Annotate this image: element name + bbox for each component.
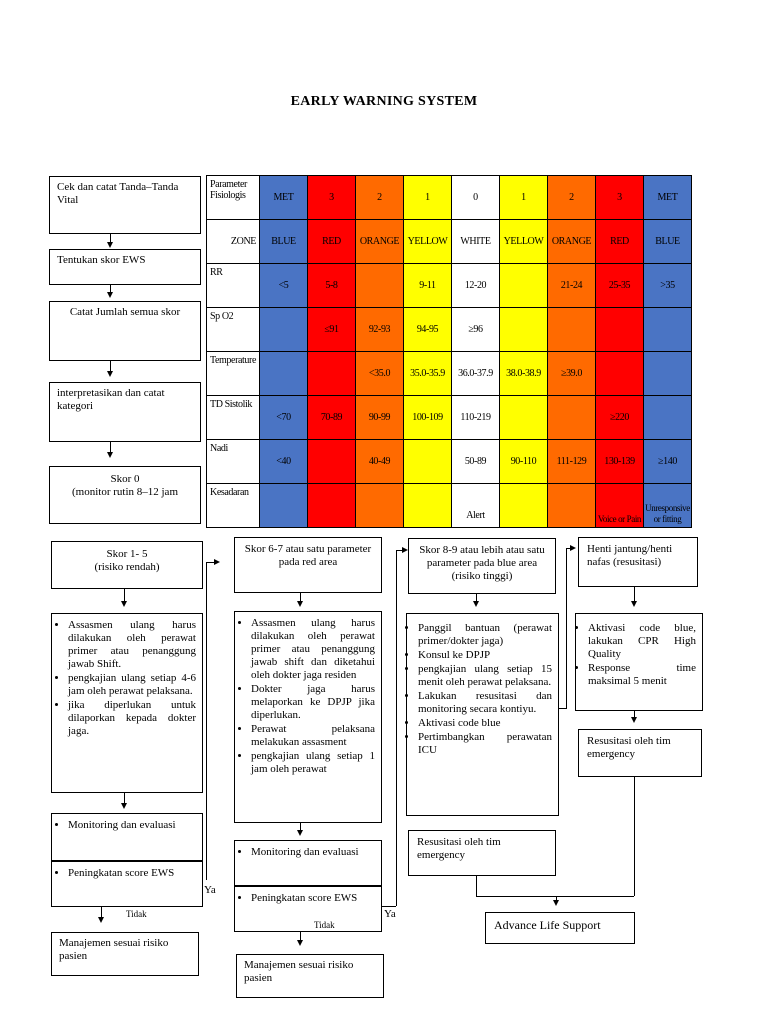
tidak-label: Tidak	[314, 920, 335, 930]
header-cell: 3	[307, 176, 355, 220]
list-item: • Konsul ke DPJP	[418, 649, 552, 662]
arrow-down-icon	[553, 900, 559, 906]
table-cell	[403, 484, 451, 528]
als-text: Advance Life Support	[494, 918, 601, 932]
table-cell	[355, 484, 403, 528]
list-item: • Pertimbangkan perawatan ICU	[418, 731, 552, 757]
arrow-down-icon	[473, 601, 479, 607]
zone-cell: ZONE	[207, 220, 260, 264]
table-cell	[547, 396, 595, 440]
col2-head-text: Skor 6-7 atau satu parameter pada red area	[244, 543, 372, 568]
table-cell: 70-89	[307, 396, 355, 440]
table-cell	[259, 352, 307, 396]
step-interpret	[49, 382, 201, 442]
arrow-down-icon	[297, 601, 303, 607]
tidak-label: Tidak	[126, 909, 147, 919]
table-cell: 111-129	[547, 440, 595, 484]
step-total-score	[49, 301, 201, 361]
zone-cell: YELLOW	[403, 220, 451, 264]
table-cell: ≥39.0	[547, 352, 595, 396]
zone-cell: YELLOW	[499, 220, 547, 264]
step-score-ews	[49, 249, 201, 285]
table-cell: 5-8	[307, 264, 355, 308]
col3-head	[408, 538, 556, 594]
table-cell: 9-11	[403, 264, 451, 308]
step-score-zero	[49, 466, 201, 524]
arrow-right-icon	[214, 559, 220, 565]
col2-manajemen	[236, 954, 384, 998]
arrow-down-icon	[631, 717, 637, 723]
list-item: • pengkajian ulang setiap 4-6 jam oleh perawat pelaksana.	[68, 672, 196, 698]
list-item: • Response time maksimal 5 menit	[588, 662, 696, 688]
table-cell: 50-89	[451, 440, 499, 484]
step-score-zero-line1: Skor 0	[110, 473, 140, 485]
connector	[206, 562, 207, 880]
col3-head-text: Skor 8-9 atau lebih atau satu parameter pada blue area (risiko tinggi)	[419, 544, 545, 582]
header-cell: MET	[643, 176, 691, 220]
param-label: Sp O2	[207, 308, 260, 352]
table-cell: 25-35	[595, 264, 643, 308]
list-item: • Monitoring dan evaluasi	[251, 846, 375, 859]
ya-label: Ya	[384, 908, 396, 920]
list-item: • Aktivasi code blue, lakukan CPR High Quality	[588, 622, 696, 661]
col1-monitoring	[51, 813, 203, 861]
table-cell	[643, 308, 691, 352]
list-item: • jika diperlukan untuk dilaporkan kepada dokter jaga.	[68, 699, 196, 738]
table-cell	[595, 308, 643, 352]
table-cell	[307, 440, 355, 484]
connector	[634, 777, 635, 896]
param-label: Nadi	[207, 440, 260, 484]
col1-bullets	[51, 613, 203, 793]
table-row-temperature	[207, 352, 692, 396]
list-item: • Peningkatan score EWS	[251, 892, 375, 905]
table-cell: 35.0-35.9	[403, 352, 451, 396]
table-cell	[499, 396, 547, 440]
step-score-zero-line2: (monitor rutin 8–12 jam	[71, 486, 178, 498]
zone-cell: RED	[595, 220, 643, 264]
col3-resusitasi	[408, 830, 556, 876]
list-item: • Assasmen ulang harus dilakukan oleh perawat primer atau penanggung jawab shift dan diketahui oleh dokter jaga residen	[251, 617, 375, 682]
table-cell	[547, 308, 595, 352]
col4-bullets	[575, 613, 703, 711]
arrow-down-icon	[107, 292, 113, 298]
table-row-nadi	[207, 440, 692, 484]
header-cell: 1	[403, 176, 451, 220]
connector	[476, 896, 634, 897]
list-item: • Aktivasi code blue	[418, 717, 552, 730]
list-item: • Assasmen ulang harus dilakukan oleh perawat primer atau penanggung jawab Shift.	[68, 619, 196, 671]
table-cell: <5	[259, 264, 307, 308]
ews-table	[206, 175, 692, 528]
table-cell	[499, 308, 547, 352]
arrow-down-icon	[107, 242, 113, 248]
zone-cell: RED	[307, 220, 355, 264]
header-cell: MET	[259, 176, 307, 220]
table-cell: ≤91	[307, 308, 355, 352]
list-item: • Peningkatan score EWS	[68, 867, 196, 880]
header-cell: 2	[355, 176, 403, 220]
param-label: Temperature	[207, 352, 260, 396]
list-item: • pengkajian ulang setiap 1 jam oleh perawat	[251, 750, 375, 776]
step-check-vitals-text: Cek dan catat Tanda–Tanda Vital	[57, 181, 179, 206]
col3-bullets	[406, 613, 559, 816]
col1-manajemen-text: Manajemen sesuai risiko pasien	[59, 937, 169, 962]
table-cell: ≥140	[643, 440, 691, 484]
param-label: TD Sistolik	[207, 396, 260, 440]
table-cell	[355, 264, 403, 308]
als-box	[485, 912, 635, 944]
step-check-vitals	[49, 176, 201, 234]
table-cell: 92-93	[355, 308, 403, 352]
table-cell: 40-49	[355, 440, 403, 484]
table-cell: 100-109	[403, 396, 451, 440]
col2-head	[234, 537, 382, 593]
table-cell	[595, 352, 643, 396]
list-item: • Panggil bantuan (perawat primer/dokter jaga)	[418, 622, 552, 648]
table-row-td-sistolik	[207, 396, 692, 440]
header-cell: 0	[451, 176, 499, 220]
list-item: • Perawat pelaksana melakukan assasment	[251, 723, 375, 749]
table-row-spo2	[207, 308, 692, 352]
col4-head-text: Henti jantung/henti nafas (resusitasi)	[587, 543, 673, 568]
col2-peningkatan	[234, 886, 382, 932]
table-cell: 130-139	[595, 440, 643, 484]
table-cell: 12-20	[451, 264, 499, 308]
col2-bullets	[234, 611, 382, 823]
arrow-down-icon	[121, 601, 127, 607]
table-cell	[643, 352, 691, 396]
table-cell	[259, 484, 307, 528]
table-cell	[643, 396, 691, 440]
table-cell: ≥96	[451, 308, 499, 352]
arrow-down-icon	[107, 371, 113, 377]
step-interpret-text: interpretasikan dan catat kategori	[57, 387, 165, 412]
col1-manajemen	[51, 932, 199, 976]
col2-monitoring	[234, 840, 382, 886]
zone-cell: ORANGE	[355, 220, 403, 264]
header-cell: 2	[547, 176, 595, 220]
col3-resusitasi-text: Resusitasi oleh tim emergency	[417, 836, 501, 861]
table-cell: <35.0	[355, 352, 403, 396]
col1-head	[51, 541, 203, 589]
table-cell: 38.0-38.9	[499, 352, 547, 396]
list-item: • Monitoring dan evaluasi	[68, 819, 196, 832]
table-cell: 90-99	[355, 396, 403, 440]
table-cell: ≥220	[595, 396, 643, 440]
col1-peningkatan	[51, 861, 203, 907]
page-title: EARLY WARNING SYSTEM	[290, 94, 478, 109]
table-cell: 94-95	[403, 308, 451, 352]
connector	[476, 876, 477, 896]
zone-cell: WHITE	[451, 220, 499, 264]
header-cell: 1	[499, 176, 547, 220]
col4-resusitasi	[578, 729, 702, 777]
param-label: RR	[207, 264, 260, 308]
list-item: • pengkajian ulang setiap 15 menit oleh perawat pelaksana.	[418, 663, 552, 689]
table-row-kesadaran	[207, 484, 692, 528]
zone-cell: ORANGE	[547, 220, 595, 264]
arrow-down-icon	[121, 803, 127, 809]
param-label: Kesadaran	[207, 484, 260, 528]
table-cell: >35	[643, 264, 691, 308]
table-cell: Alert	[451, 484, 499, 528]
col1-head-line1: Skor 1- 5	[106, 548, 148, 560]
table-cell	[307, 352, 355, 396]
table-header-row	[207, 176, 692, 220]
list-item: • Dokter jaga harus melaporkan ke DPJP jika diperlukan.	[251, 683, 375, 722]
arrow-down-icon	[98, 917, 104, 923]
connector	[559, 708, 567, 709]
table-cell	[547, 484, 595, 528]
arrow-down-icon	[297, 830, 303, 836]
table-cell: 110-219	[451, 396, 499, 440]
connector	[382, 906, 396, 907]
col1-head-line2: (risiko rendah)	[94, 561, 160, 573]
zone-cell: BLUE	[259, 220, 307, 264]
connector	[566, 548, 567, 708]
col4-head	[578, 537, 698, 587]
table-cell: 21-24	[547, 264, 595, 308]
table-cell: 36.0-37.9	[451, 352, 499, 396]
table-cell: 90-110	[499, 440, 547, 484]
table-cell	[259, 308, 307, 352]
zone-cell: BLUE	[643, 220, 691, 264]
arrow-right-icon	[570, 545, 576, 551]
step-score-ews-text: Tentukan skor EWS	[57, 254, 146, 266]
table-cell: Voice or Pain	[595, 484, 643, 528]
table-zone-row	[207, 220, 692, 264]
table-row-rr	[207, 264, 692, 308]
table-cell	[499, 264, 547, 308]
table-cell: Unresponsive or fitting	[643, 484, 691, 528]
arrow-down-icon	[631, 601, 637, 607]
connector	[396, 550, 397, 906]
step-total-score-text: Catat Jumlah semua skor	[69, 306, 181, 318]
table-cell	[499, 484, 547, 528]
header-cell: Parameter Fisiologis	[207, 176, 260, 220]
arrow-down-icon	[107, 452, 113, 458]
col2-manajemen-text: Manajemen sesuai risiko pasien	[244, 959, 354, 984]
table-cell	[307, 484, 355, 528]
col4-resusitasi-text: Resusitasi oleh tim emergency	[587, 735, 671, 760]
ya-label: Ya	[204, 884, 216, 896]
list-item: • Lakukan resusitasi dan monitoring secara kontiyu.	[418, 690, 552, 716]
header-cell: 3	[595, 176, 643, 220]
arrow-down-icon	[297, 940, 303, 946]
table-cell: <40	[259, 440, 307, 484]
table-cell: <70	[259, 396, 307, 440]
table-cell	[403, 440, 451, 484]
